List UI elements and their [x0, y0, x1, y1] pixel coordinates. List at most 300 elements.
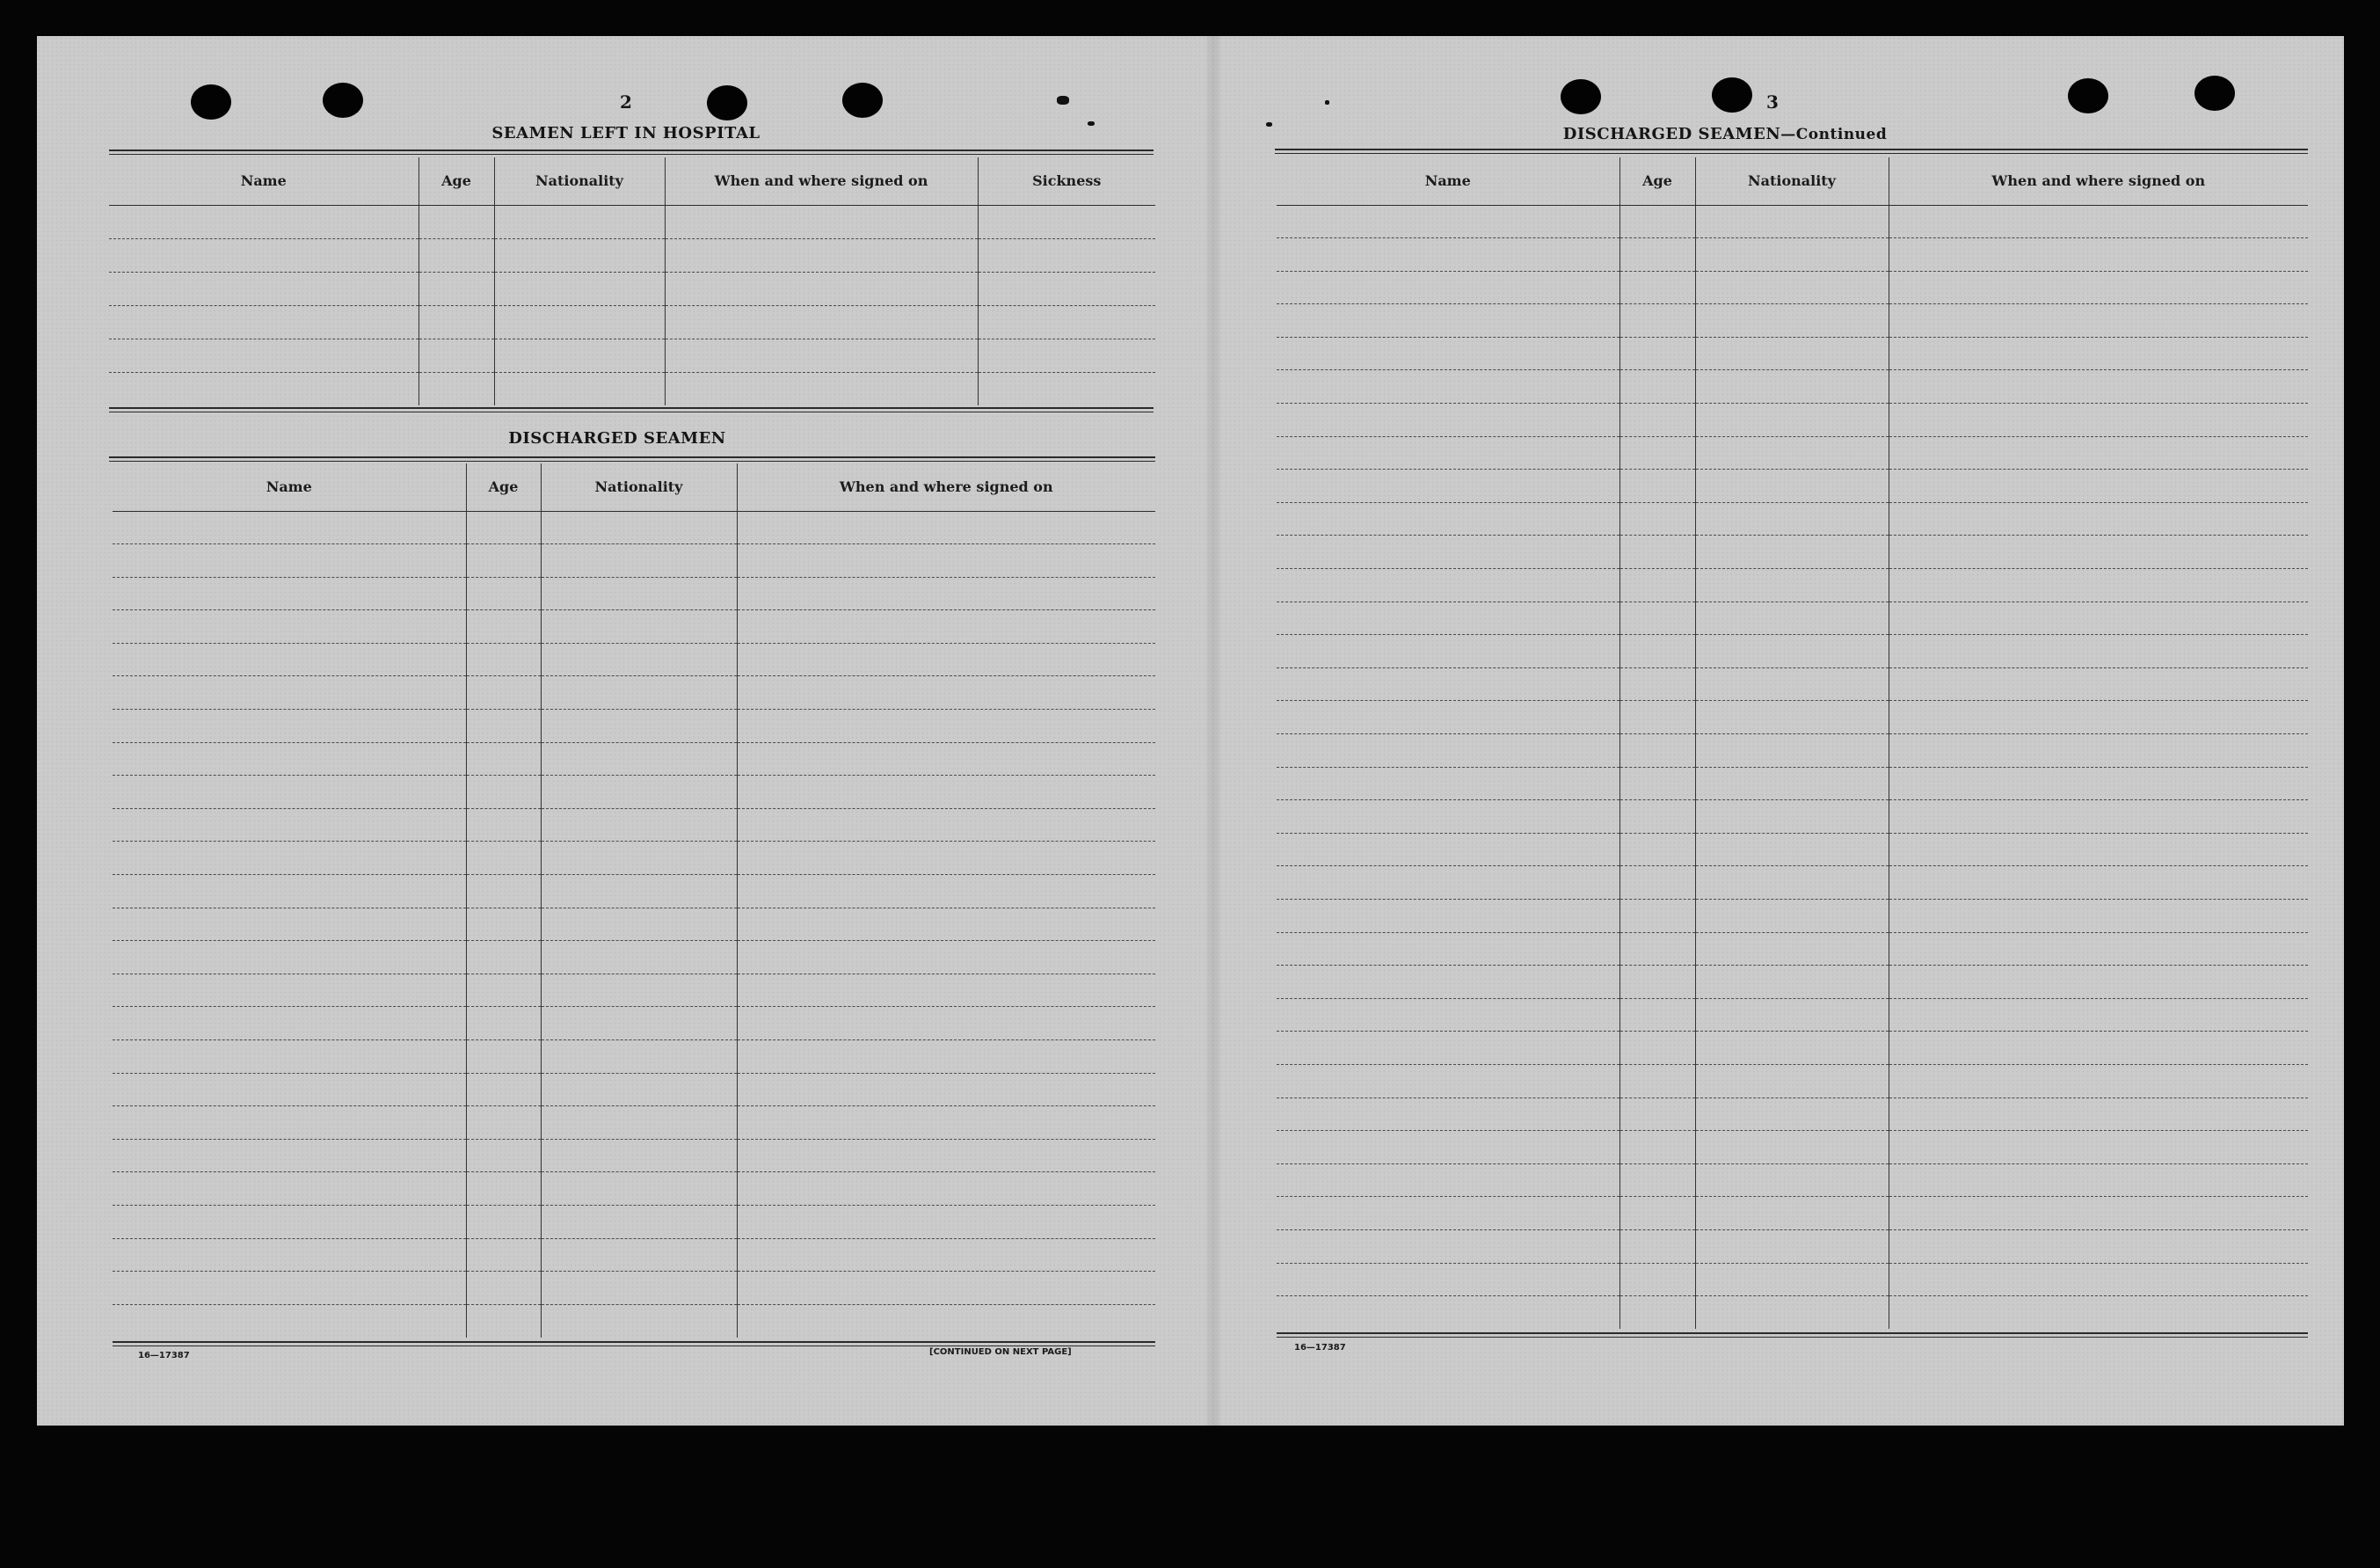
- table-cell[interactable]: [541, 511, 737, 544]
- table-cell[interactable]: [1619, 667, 1695, 701]
- table-cell[interactable]: [466, 1139, 541, 1172]
- table-cell[interactable]: [113, 1040, 466, 1074]
- table-cell[interactable]: [737, 1073, 1155, 1106]
- table-cell[interactable]: [1889, 667, 2308, 701]
- table-cell[interactable]: [1619, 238, 1695, 272]
- table-cell[interactable]: [1277, 271, 1619, 304]
- table-cell[interactable]: [1277, 1098, 1619, 1131]
- table-cell[interactable]: [541, 842, 737, 875]
- table-cell[interactable]: [466, 1040, 541, 1074]
- table-cell[interactable]: [737, 1304, 1155, 1338]
- table-cell[interactable]: [1619, 569, 1695, 602]
- table-cell[interactable]: [1619, 734, 1695, 768]
- table-cell[interactable]: [494, 372, 665, 405]
- table-cell[interactable]: [466, 1272, 541, 1305]
- table-cell[interactable]: [1889, 866, 2308, 900]
- table-cell[interactable]: [1619, 304, 1695, 338]
- table-cell[interactable]: [1277, 966, 1619, 999]
- table-cell[interactable]: [737, 742, 1155, 776]
- table-cell[interactable]: [113, 544, 466, 578]
- table-cell[interactable]: [109, 305, 419, 339]
- table-cell[interactable]: [1889, 1263, 2308, 1296]
- table-cell[interactable]: [466, 974, 541, 1007]
- discharged-continued-table: [1277, 157, 2308, 1329]
- table-cell[interactable]: [1889, 1032, 2308, 1065]
- table-cell[interactable]: [737, 1040, 1155, 1074]
- table-cell[interactable]: [466, 643, 541, 676]
- table-cell[interactable]: [1695, 436, 1889, 470]
- table-cell[interactable]: [1695, 404, 1889, 437]
- table-cell[interactable]: [978, 305, 1155, 339]
- table-cell[interactable]: [1619, 271, 1695, 304]
- table-cell[interactable]: [1695, 602, 1889, 635]
- table-row: [113, 577, 1155, 610]
- table-cell[interactable]: [1619, 635, 1695, 668]
- table-cell[interactable]: [541, 1007, 737, 1040]
- table-cell[interactable]: [1277, 337, 1619, 370]
- table-cell[interactable]: [494, 339, 665, 372]
- table-row: [113, 610, 1155, 644]
- table-cell[interactable]: [541, 941, 737, 974]
- table-cell[interactable]: [113, 974, 466, 1007]
- table-cell[interactable]: [1889, 370, 2308, 404]
- table-cell[interactable]: [1695, 1229, 1889, 1263]
- table-cell[interactable]: [1695, 635, 1889, 668]
- table-cell[interactable]: [109, 372, 419, 405]
- table-cell[interactable]: [109, 272, 419, 305]
- table-cell[interactable]: [1277, 899, 1619, 932]
- table-cell[interactable]: [1277, 833, 1619, 866]
- table-cell[interactable]: [1277, 667, 1619, 701]
- table-cell[interactable]: [419, 372, 494, 405]
- table-row: [109, 339, 1155, 372]
- table-cell[interactable]: [1277, 404, 1619, 437]
- table-cell[interactable]: [113, 676, 466, 710]
- table-cell[interactable]: [1889, 1064, 2308, 1098]
- table-cell[interactable]: [1277, 1064, 1619, 1098]
- table-cell[interactable]: [419, 205, 494, 238]
- table-cell[interactable]: [1695, 271, 1889, 304]
- table-cell[interactable]: [466, 941, 541, 974]
- table-cell[interactable]: [1277, 304, 1619, 338]
- table-cell[interactable]: [1277, 1296, 1619, 1330]
- table-cell[interactable]: [113, 1304, 466, 1338]
- table-cell[interactable]: [1619, 436, 1695, 470]
- table-cell[interactable]: [737, 875, 1155, 908]
- table-cell[interactable]: [737, 577, 1155, 610]
- table-cell[interactable]: [737, 1238, 1155, 1272]
- table-cell[interactable]: [1277, 602, 1619, 635]
- table-cell[interactable]: [737, 776, 1155, 809]
- table-cell[interactable]: [1277, 734, 1619, 768]
- table-cell[interactable]: [1695, 1064, 1889, 1098]
- table-cell[interactable]: [1889, 602, 2308, 635]
- table-cell[interactable]: [419, 238, 494, 272]
- table-cell[interactable]: [466, 610, 541, 644]
- table-cell[interactable]: [1619, 1296, 1695, 1330]
- table-row: [113, 511, 1155, 544]
- table-cell[interactable]: [737, 676, 1155, 710]
- table-cell[interactable]: [737, 808, 1155, 842]
- form-number-right: 16—17387: [1294, 1343, 1346, 1353]
- table-cell[interactable]: [1889, 271, 2308, 304]
- table-cell[interactable]: [1619, 1098, 1695, 1131]
- discharged-continued-table-body: [1277, 205, 2308, 1329]
- table-cell[interactable]: [1695, 1163, 1889, 1197]
- table-cell[interactable]: [541, 1238, 737, 1272]
- table-cell[interactable]: [1277, 436, 1619, 470]
- table-cell[interactable]: [1619, 536, 1695, 569]
- table-cell[interactable]: [541, 1139, 737, 1172]
- table-cell[interactable]: [466, 1304, 541, 1338]
- table-cell[interactable]: [1695, 569, 1889, 602]
- table-cell[interactable]: [1695, 1131, 1889, 1164]
- table-cell[interactable]: [1277, 932, 1619, 966]
- table-cell[interactable]: [1695, 800, 1889, 834]
- table-cell[interactable]: [494, 305, 665, 339]
- table-cell[interactable]: [1277, 569, 1619, 602]
- table-cell[interactable]: [737, 941, 1155, 974]
- table-row: [113, 1007, 1155, 1040]
- table-cell[interactable]: [1889, 470, 2308, 503]
- table-cell[interactable]: [541, 1304, 737, 1338]
- table-cell[interactable]: [466, 808, 541, 842]
- table-cell[interactable]: [494, 272, 665, 305]
- table-cell[interactable]: [665, 305, 978, 339]
- table-cell[interactable]: [541, 875, 737, 908]
- table-cell[interactable]: [1277, 536, 1619, 569]
- table-cell[interactable]: [419, 339, 494, 372]
- table-cell[interactable]: [737, 1007, 1155, 1040]
- table-cell[interactable]: [665, 372, 978, 405]
- table-cell[interactable]: [1889, 238, 2308, 272]
- table-cell[interactable]: [113, 808, 466, 842]
- table-cell[interactable]: [737, 511, 1155, 544]
- table-cell[interactable]: [1619, 998, 1695, 1032]
- table-cell[interactable]: [1889, 1163, 2308, 1197]
- table-cell[interactable]: [541, 577, 737, 610]
- table-cell[interactable]: [1695, 1263, 1889, 1296]
- table-cell[interactable]: [978, 205, 1155, 238]
- table-cell[interactable]: [541, 1205, 737, 1238]
- table-cell[interactable]: [665, 238, 978, 272]
- table-cell[interactable]: [113, 1272, 466, 1305]
- table-cell[interactable]: [1277, 470, 1619, 503]
- table-cell[interactable]: [109, 205, 419, 238]
- table-cell[interactable]: [1619, 205, 1695, 238]
- table-cell[interactable]: [109, 339, 419, 372]
- table-cell[interactable]: [466, 908, 541, 941]
- table-cell[interactable]: [737, 710, 1155, 743]
- table-cell[interactable]: [1619, 1064, 1695, 1098]
- table-cell[interactable]: [1695, 701, 1889, 734]
- table-cell[interactable]: [737, 643, 1155, 676]
- table-cell[interactable]: [541, 643, 737, 676]
- table-cell[interactable]: [1695, 1296, 1889, 1330]
- table-cell[interactable]: [978, 339, 1155, 372]
- table-row: [1277, 370, 2308, 404]
- table-cell[interactable]: [1889, 966, 2308, 999]
- discharged-continued-title-main: DISCHARGED SEAMEN: [1562, 125, 1781, 143]
- hospital-section-title: SEAMEN LEFT IN HOSPITAL: [491, 124, 761, 142]
- table-cell[interactable]: [1695, 470, 1889, 503]
- table-cell[interactable]: [1695, 866, 1889, 900]
- table-cell[interactable]: [1695, 899, 1889, 932]
- table-cell[interactable]: [541, 776, 737, 809]
- table-cell[interactable]: [113, 577, 466, 610]
- table-cell[interactable]: [113, 941, 466, 974]
- table-cell[interactable]: [1695, 966, 1889, 999]
- table-cell[interactable]: [1277, 767, 1619, 800]
- table-cell[interactable]: [1619, 470, 1695, 503]
- table-cell[interactable]: [541, 610, 737, 644]
- table-cell[interactable]: [466, 710, 541, 743]
- table-cell[interactable]: [113, 643, 466, 676]
- table-cell[interactable]: [1619, 1229, 1695, 1263]
- table-row: [1277, 966, 2308, 999]
- table-cell[interactable]: [1277, 238, 1619, 272]
- table-cell[interactable]: [113, 511, 466, 544]
- table-cell[interactable]: [113, 875, 466, 908]
- col-header-signed-on: When and where signed on: [1889, 157, 2308, 205]
- table-cell[interactable]: [1619, 866, 1695, 900]
- table-cell[interactable]: [113, 842, 466, 875]
- table-cell[interactable]: [1695, 536, 1889, 569]
- table-cell[interactable]: [1695, 1032, 1889, 1065]
- discharged-continued-suffix: —Continued: [1780, 126, 1888, 143]
- table-cell[interactable]: [466, 742, 541, 776]
- table-cell[interactable]: [665, 339, 978, 372]
- table-cell[interactable]: [1619, 701, 1695, 734]
- table-cell[interactable]: [978, 272, 1155, 305]
- page-number-left: 2: [620, 91, 632, 113]
- table-cell[interactable]: [1619, 932, 1695, 966]
- table-cell[interactable]: [466, 842, 541, 875]
- table-cell[interactable]: [494, 205, 665, 238]
- table-cell[interactable]: [1695, 1098, 1889, 1131]
- table-row: [1277, 1064, 2308, 1098]
- table-cell[interactable]: [1695, 304, 1889, 338]
- table-cell[interactable]: [1889, 1098, 2308, 1131]
- table-cell[interactable]: [1695, 1197, 1889, 1230]
- discharged-continued-title: [1496, 125, 1954, 143]
- table-cell[interactable]: [1889, 502, 2308, 536]
- table-cell[interactable]: [1695, 337, 1889, 370]
- table-cell[interactable]: [541, 676, 737, 710]
- table-cell[interactable]: [737, 1272, 1155, 1305]
- table-cell[interactable]: [1277, 1197, 1619, 1230]
- table-cell[interactable]: [1277, 1229, 1619, 1263]
- table-cell[interactable]: [1889, 932, 2308, 966]
- table-cell[interactable]: [1277, 1263, 1619, 1296]
- table-cell[interactable]: [1889, 569, 2308, 602]
- table-cell[interactable]: [1619, 502, 1695, 536]
- table-cell[interactable]: [466, 1106, 541, 1140]
- table-cell[interactable]: [1277, 205, 1619, 238]
- table-cell[interactable]: [113, 710, 466, 743]
- table-cell[interactable]: [1619, 833, 1695, 866]
- table-cell[interactable]: [737, 1205, 1155, 1238]
- table-cell[interactable]: [1619, 370, 1695, 404]
- table-cell[interactable]: [466, 1238, 541, 1272]
- table-cell[interactable]: [1889, 304, 2308, 338]
- table-cell[interactable]: [1889, 205, 2308, 238]
- table-cell[interactable]: [665, 272, 978, 305]
- table-cell[interactable]: [541, 544, 737, 578]
- table-cell[interactable]: [1619, 337, 1695, 370]
- table-cell[interactable]: [665, 205, 978, 238]
- table-cell[interactable]: [737, 908, 1155, 941]
- table-cell[interactable]: [113, 1172, 466, 1206]
- table-cell[interactable]: [1619, 1263, 1695, 1296]
- col-header-name: Name: [109, 157, 419, 205]
- table-cell[interactable]: [978, 372, 1155, 405]
- table-row: [1277, 436, 2308, 470]
- table-cell[interactable]: [1889, 1229, 2308, 1263]
- table-cell[interactable]: [466, 1007, 541, 1040]
- table-cell[interactable]: [113, 1106, 466, 1140]
- table-row: [113, 1238, 1155, 1272]
- table-cell[interactable]: [1695, 667, 1889, 701]
- table-cell[interactable]: [466, 676, 541, 710]
- table-row: [1277, 1032, 2308, 1065]
- table-cell[interactable]: [1277, 701, 1619, 734]
- table-cell[interactable]: [1619, 1131, 1695, 1164]
- table-cell[interactable]: [1277, 635, 1619, 668]
- table-cell[interactable]: [1277, 1163, 1619, 1197]
- table-cell[interactable]: [466, 776, 541, 809]
- table-cell[interactable]: [1619, 404, 1695, 437]
- table-cell[interactable]: [1889, 767, 2308, 800]
- table-cell[interactable]: [541, 1106, 737, 1140]
- table-cell[interactable]: [1889, 701, 2308, 734]
- table-cell[interactable]: [737, 544, 1155, 578]
- table-cell[interactable]: [419, 305, 494, 339]
- table-cell[interactable]: [466, 577, 541, 610]
- table-row: [1277, 998, 2308, 1032]
- table-cell[interactable]: [1889, 436, 2308, 470]
- table-cell[interactable]: [1889, 1296, 2308, 1330]
- table-row: [1277, 1197, 2308, 1230]
- table-cell[interactable]: [541, 908, 737, 941]
- table-cell[interactable]: [1889, 899, 2308, 932]
- table-cell[interactable]: [466, 544, 541, 578]
- table-cell[interactable]: [109, 238, 419, 272]
- table-cell[interactable]: [1619, 1163, 1695, 1197]
- table-row: [113, 1139, 1155, 1172]
- table-cell[interactable]: [1889, 998, 2308, 1032]
- table-cell[interactable]: [113, 610, 466, 644]
- table-cell[interactable]: [1889, 833, 2308, 866]
- table-cell[interactable]: [541, 1272, 737, 1305]
- table-cell[interactable]: [113, 1007, 466, 1040]
- table-cell[interactable]: [113, 1073, 466, 1106]
- table-cell[interactable]: [737, 974, 1155, 1007]
- table-cell[interactable]: [737, 842, 1155, 875]
- table-cell[interactable]: [494, 238, 665, 272]
- rule-top-hospital: [109, 150, 1154, 155]
- table-cell[interactable]: [737, 1139, 1155, 1172]
- table-cell[interactable]: [1619, 1197, 1695, 1230]
- table-row: [1277, 866, 2308, 900]
- table-row: [1277, 205, 2308, 238]
- table-cell[interactable]: [466, 1073, 541, 1106]
- table-cell[interactable]: [466, 1205, 541, 1238]
- table-cell[interactable]: [541, 710, 737, 743]
- table-cell[interactable]: [1277, 866, 1619, 900]
- table-row: [1277, 536, 2308, 569]
- table-cell[interactable]: [541, 742, 737, 776]
- table-row: [1277, 337, 2308, 370]
- table-cell[interactable]: [1695, 767, 1889, 800]
- table-cell[interactable]: [1277, 370, 1619, 404]
- table-cell[interactable]: [113, 1139, 466, 1172]
- table-cell[interactable]: [1619, 899, 1695, 932]
- table-cell[interactable]: [737, 1106, 1155, 1140]
- table-cell[interactable]: [541, 808, 737, 842]
- table-cell[interactable]: [1695, 370, 1889, 404]
- table-cell[interactable]: [113, 776, 466, 809]
- table-cell[interactable]: [1695, 502, 1889, 536]
- table-cell[interactable]: [1695, 238, 1889, 272]
- table-cell[interactable]: [1277, 800, 1619, 834]
- table-cell[interactable]: [1277, 998, 1619, 1032]
- table-cell[interactable]: [1889, 635, 2308, 668]
- table-cell[interactable]: [1889, 337, 2308, 370]
- table-cell[interactable]: [1277, 502, 1619, 536]
- table-cell[interactable]: [1889, 800, 2308, 834]
- table-cell[interactable]: [1619, 767, 1695, 800]
- table-cell[interactable]: [466, 875, 541, 908]
- table-cell[interactable]: [1695, 833, 1889, 866]
- table-cell[interactable]: [1889, 404, 2308, 437]
- table-cell[interactable]: [1695, 734, 1889, 768]
- table-cell[interactable]: [541, 1040, 737, 1074]
- rule-bottom-discharged: [113, 1341, 1155, 1346]
- table-cell[interactable]: [1619, 966, 1695, 999]
- table-cell[interactable]: [113, 1205, 466, 1238]
- table-cell[interactable]: [1619, 602, 1695, 635]
- table-cell[interactable]: [541, 1172, 737, 1206]
- table-cell[interactable]: [1277, 1032, 1619, 1065]
- table-cell[interactable]: [466, 511, 541, 544]
- col-header-nationality: Nationality: [1695, 157, 1889, 205]
- table-cell[interactable]: [113, 908, 466, 941]
- table-cell[interactable]: [1889, 734, 2308, 768]
- table-cell[interactable]: [1889, 536, 2308, 569]
- table-cell[interactable]: [1619, 800, 1695, 834]
- table-cell[interactable]: [978, 238, 1155, 272]
- table-cell[interactable]: [1619, 1032, 1695, 1065]
- table-cell[interactable]: [466, 1172, 541, 1206]
- table-cell[interactable]: [541, 974, 737, 1007]
- table-cell[interactable]: [1695, 932, 1889, 966]
- table-row: [113, 643, 1155, 676]
- table-cell[interactable]: [113, 1238, 466, 1272]
- table-cell[interactable]: [113, 742, 466, 776]
- table-cell[interactable]: [1695, 205, 1889, 238]
- table-row: [1277, 271, 2308, 304]
- table-cell[interactable]: [541, 1073, 737, 1106]
- table-cell[interactable]: [1889, 1131, 2308, 1164]
- table-cell[interactable]: [1277, 1131, 1619, 1164]
- table-cell[interactable]: [737, 1172, 1155, 1206]
- hospital-table: [109, 157, 1155, 405]
- table-cell[interactable]: [419, 272, 494, 305]
- table-cell[interactable]: [1889, 1197, 2308, 1230]
- table-cell[interactable]: [737, 610, 1155, 644]
- table-cell[interactable]: [1695, 998, 1889, 1032]
